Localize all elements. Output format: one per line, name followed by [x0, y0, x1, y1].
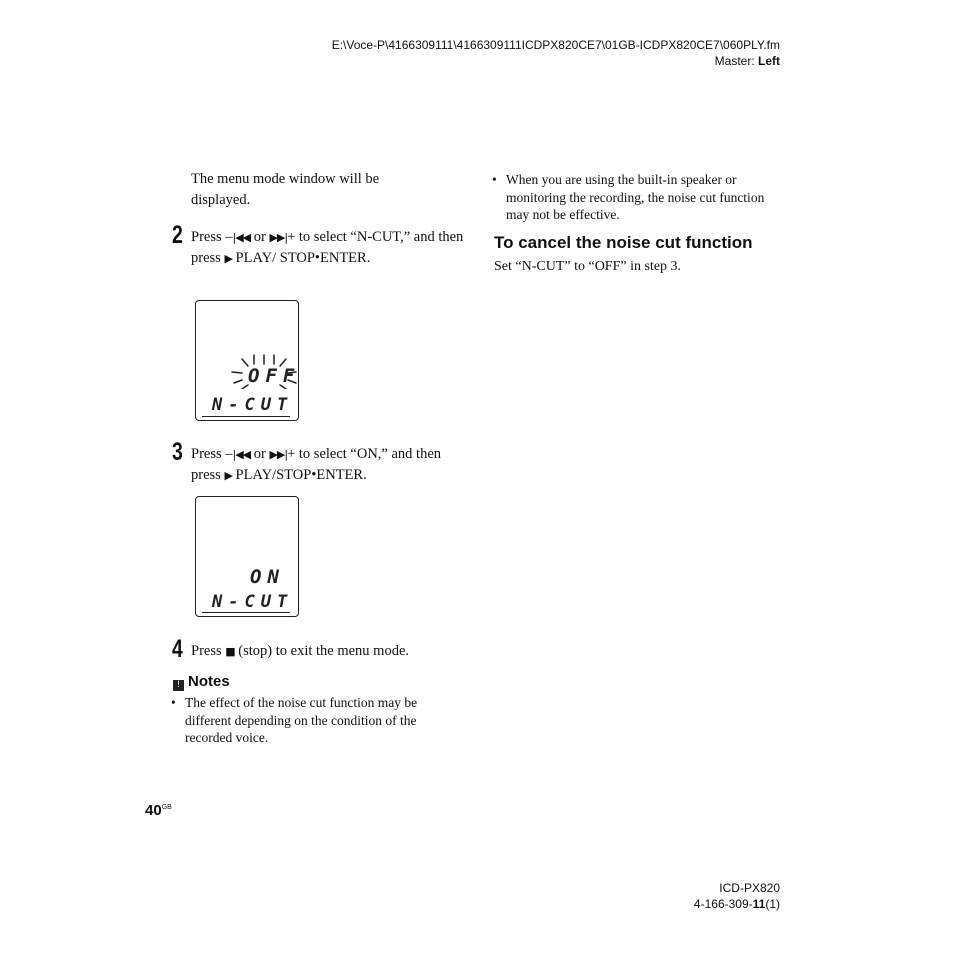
right-bullet-list — [492, 171, 775, 224]
lcd-label-ncut: N-CUT — [212, 395, 294, 415]
note-icon: ! — [173, 680, 184, 691]
step-2-number: 2 — [172, 221, 183, 249]
step-2-text: Press –|◀◀ or ▶▶|+ to select “N-CUT,” and then press ▶ PLAY/ STOP•ENTER. — [191, 229, 464, 266]
section-text: Set “N-CUT” to “OFF” in step 3. — [494, 259, 682, 274]
lcd-label-ncut: N-CUT — [212, 592, 294, 612]
lcd-display-on — [195, 496, 299, 617]
list-item: • The effect of the noise cut function may be different depending on the condition of the recorded voice. — [171, 694, 453, 747]
play-icon: ▶ — [224, 252, 232, 265]
master-label: Master: — [714, 54, 758, 68]
master-line — [715, 53, 780, 69]
page-number: $40^{GB}$ — [145, 802, 172, 819]
prev-track-icon: |◀◀ — [232, 448, 251, 461]
step-3-text: Press –|◀◀ or ▶▶|+ to select “ON,” and then press ▶ PLAY/STOP•ENTER. — [191, 446, 442, 483]
step-4-number: 4 — [172, 635, 183, 663]
notes-heading: Notes — [188, 673, 230, 690]
section-heading: To cancel the noise cut function — [494, 233, 753, 252]
step-3-number: 3 — [172, 438, 183, 466]
next-track-icon: ▶▶| — [269, 448, 288, 461]
lcd-value-on: ON — [250, 566, 285, 588]
lcd-underline — [202, 612, 290, 613]
lcd-value-off: OFF — [248, 365, 301, 387]
lcd-display-off — [195, 300, 299, 421]
page-number-suffix: GB — [161, 804, 172, 811]
notes-heading-row — [173, 673, 230, 691]
stop-icon: ■ — [225, 645, 235, 658]
master-value: Left — [758, 54, 780, 68]
list-item: • When you are using the built-in speaker or monitoring the recording, the noise cut function may not be effective. — [492, 171, 775, 224]
play-icon: ▶ — [224, 469, 232, 482]
next-track-icon: ▶▶| — [269, 231, 288, 244]
notes-list — [171, 694, 453, 747]
file-path: E:\Voce-P\4166309111\4166309111ICDPX820CE7\01GB-ICDPX820CE7\060PLY.fm — [331, 38, 780, 52]
step-4-text: Press ■ (stop) to exit the menu mode. — [191, 643, 410, 659]
lcd-underline — [202, 416, 290, 417]
part-code: 4-166-309-11(1) — [693, 897, 780, 911]
intro-text: The menu mode window will be displayed. — [191, 171, 380, 208]
model-name: ICD-PX820 — [719, 881, 780, 895]
prev-track-icon: |◀◀ — [232, 231, 251, 244]
